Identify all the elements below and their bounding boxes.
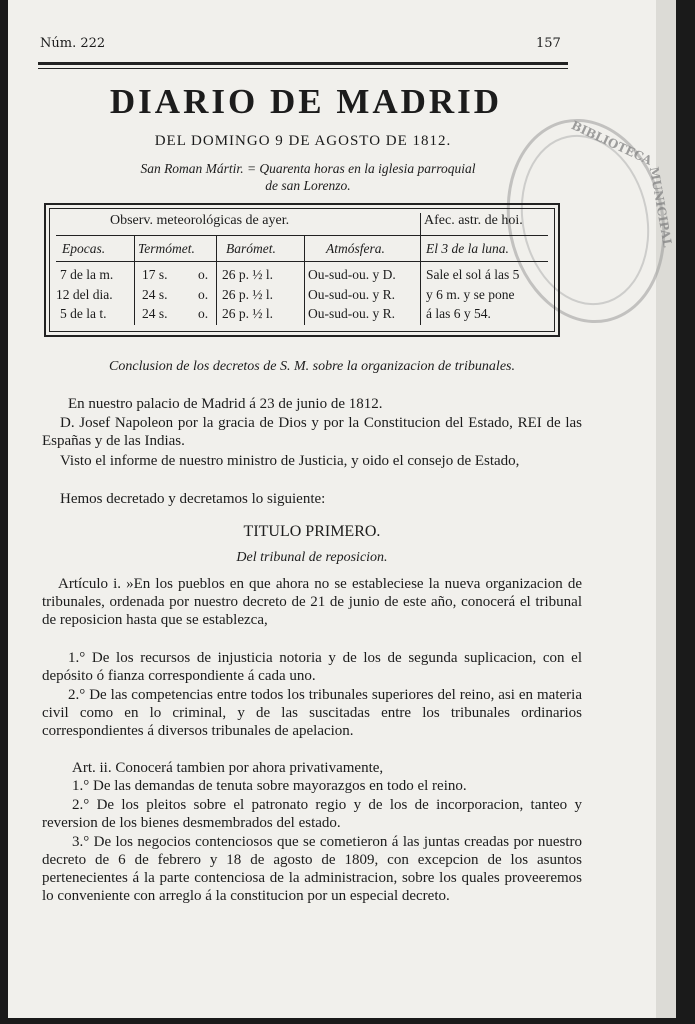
article-clause: 1.° De las demandas de tenuta sobre mayorazgos en todo el reino.: [72, 778, 467, 794]
article-clause: 2.° De los pleitos sobre el patronato regio y de los de incorporacion, tanteo y reversion de los bienes desmembrados del estado.: [42, 797, 582, 831]
weather-cell: Ou-sud-ou. y D.: [308, 267, 396, 282]
col-header-barometro: Barómet.: [226, 241, 276, 256]
weather-cell: 26 p. ½ l.: [222, 287, 274, 302]
weather-divider: [56, 261, 548, 262]
col-divider: [304, 235, 305, 325]
weather-cell: 24 s.: [142, 287, 168, 302]
weather-divider: [56, 235, 548, 236]
weather-cell: o.: [198, 306, 209, 321]
page-number: 157: [536, 36, 561, 51]
weather-cell: o.: [198, 287, 209, 302]
col-divider: [216, 235, 217, 325]
weather-cell: 26 p. ½ l.: [222, 267, 274, 282]
col-header-luna: El 3 de la luna.: [426, 241, 509, 256]
stamp-text: BIBLIOTECA: [569, 118, 655, 168]
astro-line: y 6 m. y se pone: [426, 287, 515, 302]
col-divider: [420, 213, 421, 325]
weather-cell: Ou-sud-ou. y R.: [308, 287, 395, 302]
masthead-title: DIARIO DE MADRID: [109, 82, 503, 121]
article-clause: 2.° De las competencias entre todos los tribunales superiores del reino, asi en materia civil como en lo criminal, y de las suscitadas entre los tribunales ordinarios correspondientes á diversos tribunales de apelacion.: [42, 687, 582, 739]
astro-line: á las 6 y 54.: [426, 306, 491, 321]
astro-line: Sale el sol á las 5: [426, 267, 520, 282]
saint-of-day: [68, 160, 548, 194]
article-paragraph: Visto el informe de nuestro ministro de Justicia, y oido el consejo de Estado,: [60, 453, 520, 469]
article-paragraph: En nuestro palacio de Madrid á 23 de junio de 1812.: [68, 396, 383, 412]
col-header-atmosfera: Atmósfera.: [326, 241, 385, 256]
weather-cell: o.: [198, 267, 209, 282]
saint-line: San Roman Mártir. = Quarenta horas en la iglesia parroquial: [140, 161, 476, 176]
article-clause: Art. ii. Conocerá tambien por ahora privativamente,: [72, 760, 384, 776]
issue-number: Núm. 222: [40, 36, 106, 51]
top-rule-thin: [38, 68, 568, 69]
weather-title: Observ. meteorológicas de ayer.: [110, 213, 290, 228]
dateline: DEL DOMINGO 9 DE AGOSTO DE 1812.: [154, 133, 452, 149]
col-header-epocas: Epocas.: [62, 241, 106, 256]
article-paragraph: D. Josef Napoleon por la gracia de Dios y por la Constitucion del Estado, REI de las Españas y de las Indias.: [42, 415, 582, 449]
weather-cell: 17 s.: [142, 267, 168, 282]
weather-cell: 5 de la t.: [60, 306, 107, 321]
article-paragraph: Hemos decretado y decretamos lo siguiente:: [60, 491, 326, 507]
article-clause: 3.° De los negocios contenciosos que se cometieron á las juntas creadas por nuestro decreto de 6 de febrero y 18 de agosto de 1809, con excepcion de los asuntos pertenecientes á la parte contenciosa de la administracion, sobre los quales proveeremos lo conveniente con arreglo á la constitucion por un especial decreto.: [42, 834, 582, 904]
top-rule: [38, 62, 568, 65]
weather-cell: 7 de la m.: [60, 267, 114, 282]
page-edge: [656, 0, 676, 1018]
weather-cell: 26 p. ½ l.: [222, 306, 274, 321]
astro-title: Afec. astr. de hoi.: [424, 213, 523, 228]
weather-cell: 12 del dia.: [56, 287, 113, 302]
article-clause: 1.° De los recursos de injusticia notoria y de los de segunda suplicacion, con el depósito ó fianza correspondiente á cada uno.: [42, 650, 582, 684]
saint-line: de san Lorenzo.: [265, 178, 351, 193]
weather-cell: Ou-sud-ou. y R.: [308, 306, 395, 321]
stamp-text: MUNICIPAL: [646, 165, 675, 249]
col-header-termometro: Termómet.: [138, 241, 195, 256]
section-title: TITULO PRIMERO.: [243, 523, 381, 540]
article-clause: Artículo i. »En los pueblos en que ahora no se estableciese la nueva organizacion de tribunales, ordenada por nuestro decreto de 21 de junio de este año, conocerá el tribunal de reposicion hasta que se establezca,: [42, 576, 582, 628]
col-divider: [134, 235, 135, 325]
weather-table: [44, 203, 560, 337]
article-heading: Conclusion de los decretos de S. M. sobre la organizacion de tribunales.: [109, 359, 515, 374]
newspaper-page: [8, 0, 676, 1018]
weather-cell: 24 s.: [142, 306, 168, 321]
section-subtitle: Del tribunal de reposicion.: [236, 550, 388, 565]
